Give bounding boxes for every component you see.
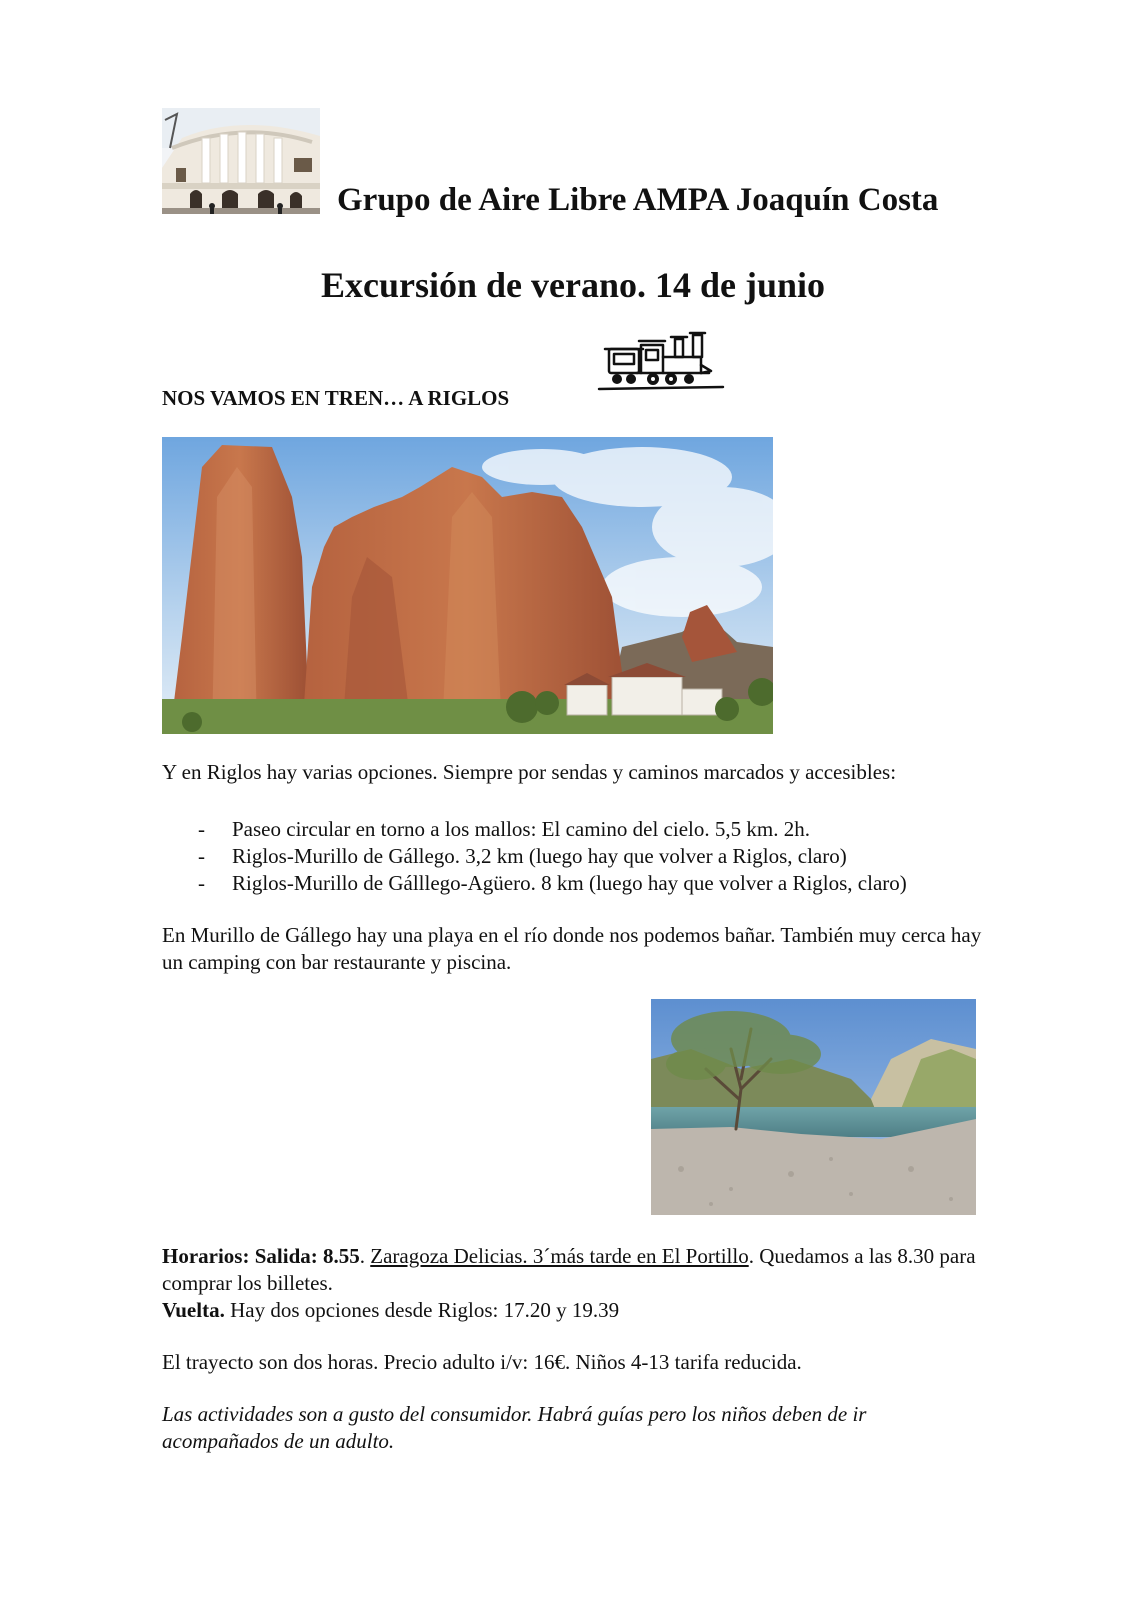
school-building-photo (162, 108, 320, 214)
group-title: Grupo de Aire Libre AMPA Joaquín Costa (337, 182, 939, 218)
riglos-mallos-photo (162, 437, 773, 734)
murillo-paragraph: En Murillo de Gállego hay una playa en el río donde nos podemos bañar. También muy cerca hay un camping con bar restaurante y piscina. (162, 923, 982, 974)
return-text: Hay dos opciones desde Riglos: 17.20 y 19.39 (224, 1298, 620, 1322)
train-icon (597, 327, 725, 393)
river-beach-photo (651, 999, 976, 1215)
list-dash: - (198, 871, 205, 895)
return-line (162, 1297, 992, 1324)
options-list (162, 816, 907, 897)
list-item-text: Riglos-Murillo de Gálllego-Agüero. 8 km (luego hay que volver a Riglos, claro) (232, 871, 907, 895)
list-item-text: Riglos-Murillo de Gállego. 3,2 km (luego hay que volver a Riglos, claro) (232, 844, 847, 868)
list-item (162, 870, 907, 897)
note-paragraph: Las actividades son a gusto del consumidor. Habrá guías pero los niños deben de ir acompañados de un adulto. (162, 1402, 867, 1453)
price-paragraph: El trayecto son dos horas. Precio adulto i/v: 16€. Niños 4-13 tarifa reducida. (162, 1350, 802, 1374)
list-item (162, 816, 907, 843)
departure-dot: . (359, 1244, 371, 1268)
list-dash: - (198, 844, 205, 868)
departure-place: Zaragoza Delicias. 3´más tarde en El Portillo (370, 1244, 749, 1268)
departure-line (162, 1243, 992, 1297)
page-title: Excursión de verano. 14 de junio (320, 265, 826, 305)
schedule-paragraph (162, 1243, 992, 1324)
list-item (162, 843, 907, 870)
list-dash: - (198, 817, 205, 841)
intro-paragraph: Y en Riglos hay varias opciones. Siempre por sendas y caminos marcados y accesibles: (162, 760, 897, 784)
section-heading: NOS VAMOS EN TREN… A RIGLOS (162, 386, 510, 410)
list-item-text: Paseo circular en torno a los mallos: El camino del cielo. 5,5 km. 2h. (232, 817, 810, 841)
return-label: Vuelta. (162, 1298, 225, 1322)
departure-rest: . Quedamos a las 8.30 para comprar los billetes. (162, 1244, 976, 1295)
departure-label: Horarios: Salida: 8.55 (162, 1244, 360, 1268)
